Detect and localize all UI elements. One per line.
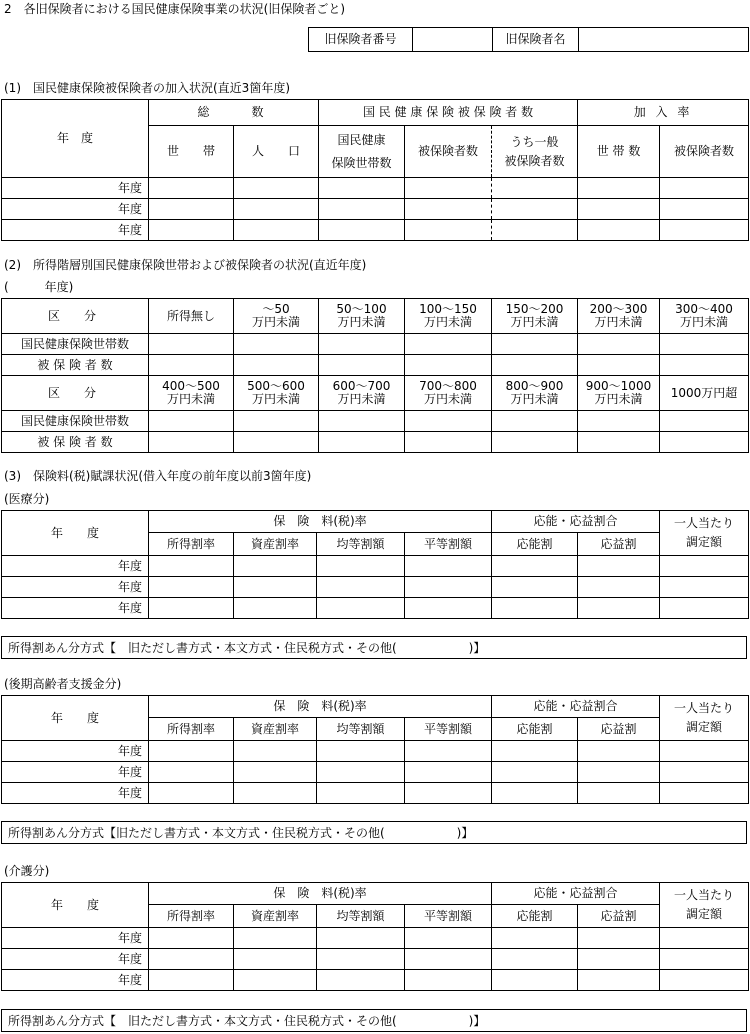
- s1-jinko-header: 人 口: [234, 126, 319, 178]
- table-row: [2, 762, 749, 783]
- rate-header: 保 険 料(税)率: [149, 696, 492, 718]
- rate-col-header: 応能割: [492, 533, 578, 556]
- table-row: [2, 577, 749, 598]
- kaigo-rate-table: [1, 882, 749, 991]
- rate-col-header: 均等割額: [317, 905, 405, 928]
- s1-total-header: 総 数: [149, 100, 319, 126]
- table-row: [2, 220, 749, 241]
- rate-col-header: 所得割率: [149, 718, 234, 741]
- s2-col-header-line1: 600～700: [332, 379, 391, 393]
- year-cell: 年度: [2, 783, 149, 804]
- rate-col-header: 平等割額: [405, 533, 492, 556]
- year-cell: 年度: [2, 556, 149, 577]
- year-cell: 年度: [2, 970, 149, 991]
- kouki-rate-table: [1, 695, 749, 804]
- table-row: [2, 783, 749, 804]
- s2-col-header-line1: 所得無し: [166, 308, 215, 323]
- s2-col-header-line2: 万円未満: [337, 315, 386, 329]
- s2-col-header: [234, 376, 319, 411]
- year-cell: 年度: [2, 178, 149, 199]
- s2-col-header: [405, 376, 492, 411]
- s2-col-header: [405, 299, 492, 334]
- ratio-header: 応能・応益割合: [492, 883, 660, 905]
- insurer-number-field[interactable]: [413, 28, 493, 52]
- s2-col-header-line1: 300～400: [675, 302, 733, 316]
- insurer-name-field[interactable]: [579, 28, 749, 52]
- s2-col-header-line1: 200～300: [589, 302, 648, 316]
- iryo-rate-table: [1, 510, 749, 619]
- table-row: [2, 178, 749, 199]
- s2-col-header-line2: 万円未満: [251, 392, 300, 406]
- page-title: 2 各旧保険者における国民健康保険事業の状況(旧保険者ごと): [4, 2, 346, 16]
- s2-col-header: [319, 376, 405, 411]
- s2-col-header-line2: 万円未満: [510, 315, 559, 329]
- ratio-header: 応能・応益割合: [492, 511, 660, 533]
- s1-hihokensha-header: 被保険者数: [405, 126, 492, 178]
- s2-col-header-line2: 万円未満: [251, 315, 300, 329]
- s2-col-header: [149, 299, 234, 334]
- rate-col-header: 平等割額: [405, 718, 492, 741]
- s2-col-header-line1: 50～100: [336, 302, 387, 316]
- s2-col-header: [492, 299, 578, 334]
- enrollment-table: [1, 99, 749, 241]
- s1-year-header: 年 度: [2, 100, 149, 178]
- rate-col-header: 平等割額: [405, 905, 492, 928]
- s2-kubun-header: 区 分: [2, 299, 149, 334]
- rate-col-header: 応能割: [492, 905, 578, 928]
- s2-col-header: [578, 376, 660, 411]
- s1-setai-su-header: 世 帯 数: [578, 126, 660, 178]
- s2-col-header-line1: 800～900: [505, 379, 564, 393]
- year-cell: 年度: [2, 949, 149, 970]
- section3-title: (3) 保険料(税)賦課状況(借入年度の前年度以前3箇年度): [4, 469, 312, 483]
- year-cell: 年度: [2, 598, 149, 619]
- s2-col-header-line1: 150～200: [505, 302, 564, 316]
- insurer-number-label: 旧保険者番号: [309, 28, 413, 52]
- rate-col-header: 均等割額: [317, 533, 405, 556]
- s2-row-hiho-label-2: 被 保 険 者 数: [2, 432, 149, 453]
- kouki-subtitle: (後期高齢者支援金分): [4, 677, 122, 691]
- table-row: [2, 598, 749, 619]
- table-row: [2, 741, 749, 762]
- s2-col-header: [149, 376, 234, 411]
- per-capita-header: 一人当たり 調定額: [660, 883, 749, 928]
- s1-kokuho-setai-header: 国民健康 保険世帯数: [319, 126, 405, 178]
- rate-col-header: 応能割: [492, 718, 578, 741]
- section2-title: (2) 所得階層別国民健康保険世帯および被保険者の状況(直近年度): [4, 258, 367, 272]
- rate-year-header: 年 度: [2, 696, 149, 741]
- table-row: [2, 928, 749, 949]
- year-cell: 年度: [2, 199, 149, 220]
- per-capita-header: 一人当たり 調定額: [660, 696, 749, 741]
- year-cell: 年度: [2, 577, 149, 598]
- insurer-name-label: 旧保険者名: [493, 28, 579, 52]
- rate-col-header: 応益割: [578, 533, 660, 556]
- s1-kokuho-header: 国 民 健 康 保 険 被 保 険 者 数: [319, 100, 578, 126]
- s2-col-header-line2: 万円未満: [594, 315, 643, 329]
- year-cell: 年度: [2, 220, 149, 241]
- s2-kubun-header-2: 区 分: [2, 376, 149, 411]
- s2-col-header-line1: 700～800: [419, 379, 477, 393]
- iryo-method-box: 所得割あん分方式【 旧ただし書方式・本文方式・住民税方式・その他( )】: [1, 636, 747, 659]
- s2-row-hiho-label: 被 保 険 者 数: [2, 355, 149, 376]
- section1-title: (1) 国民健康保険被保険者の加入状況(直近3箇年度): [4, 81, 290, 95]
- s2-col-header-line1: ～50: [262, 302, 290, 316]
- iryo-subtitle: (医療分): [4, 492, 50, 506]
- s2-col-header-line2: 万円未満: [594, 392, 643, 406]
- rate-col-header: 所得割率: [149, 905, 234, 928]
- s2-col-header: [660, 299, 749, 334]
- s2-col-header-line2: 万円未満: [166, 392, 215, 406]
- s2-col-header: [492, 376, 578, 411]
- s2-col-header: [234, 299, 319, 334]
- rate-header: 保 険 料(税)率: [149, 883, 492, 905]
- kaigo-subtitle: (介護分): [4, 864, 50, 878]
- rate-col-header: 均等割額: [317, 718, 405, 741]
- s2-row-setai-label-2: 国民健康保険世帯数: [2, 411, 149, 432]
- s2-col-header: [660, 376, 749, 411]
- s1-setai-header: 世 帯: [149, 126, 234, 178]
- s2-row-setai-label: 国民健康保険世帯数: [2, 334, 149, 355]
- rate-year-header: 年 度: [2, 511, 149, 556]
- rate-col-header: 応益割: [578, 718, 660, 741]
- s2-col-header-line1: 1000万円超: [670, 385, 738, 400]
- rate-year-header: 年 度: [2, 883, 149, 928]
- table-row: [2, 556, 749, 577]
- rate-col-header: 資産割率: [234, 905, 317, 928]
- year-cell: 年度: [2, 928, 149, 949]
- year-cell: 年度: [2, 741, 149, 762]
- table-row: [2, 970, 749, 991]
- table-row: [2, 949, 749, 970]
- s1-hihokensha-su-header: 被保険者数: [660, 126, 749, 178]
- ratio-header: 応能・応益割合: [492, 696, 660, 718]
- s2-col-header-line2: 万円未満: [510, 392, 559, 406]
- rate-col-header: 資産割率: [234, 718, 317, 741]
- s1-kanyu-header: 加 入 率: [578, 100, 749, 126]
- s1-ippan-header: うち一般 被保険者数: [492, 126, 578, 178]
- insurer-id-table: [308, 27, 749, 52]
- rate-col-header: 所得割率: [149, 533, 234, 556]
- s2-col-header-line2: 万円未満: [423, 392, 472, 406]
- s2-col-header-line2: 万円未満: [679, 315, 728, 329]
- s2-col-header-line2: 万円未満: [337, 392, 386, 406]
- s2-col-header-line1: 100～150: [419, 302, 477, 316]
- s2-col-header-line1: 400～500: [162, 379, 220, 393]
- table-row: [2, 199, 749, 220]
- s2-col-header: [578, 299, 660, 334]
- s2-col-header-line2: 万円未満: [423, 315, 472, 329]
- section2-year-note: ( 年度): [4, 280, 74, 294]
- kaigo-method-box: 所得割あん分方式【 旧ただし書方式・本文方式・住民税方式・その他( )】: [1, 1009, 747, 1032]
- s2-col-header-line1: 900～1000: [585, 379, 652, 393]
- rate-header: 保 険 料(税)率: [149, 511, 492, 533]
- s2-col-header-line1: 500～600: [247, 379, 305, 393]
- kouki-method-box: 所得割あん分方式【旧ただし書方式・本文方式・住民税方式・その他( )】: [1, 821, 747, 844]
- s2-col-header: [319, 299, 405, 334]
- year-cell: 年度: [2, 762, 149, 783]
- rate-col-header: 応益割: [578, 905, 660, 928]
- rate-col-header: 資産割率: [234, 533, 317, 556]
- per-capita-header: 一人当たり 調定額: [660, 511, 749, 556]
- income-table: [1, 298, 749, 453]
